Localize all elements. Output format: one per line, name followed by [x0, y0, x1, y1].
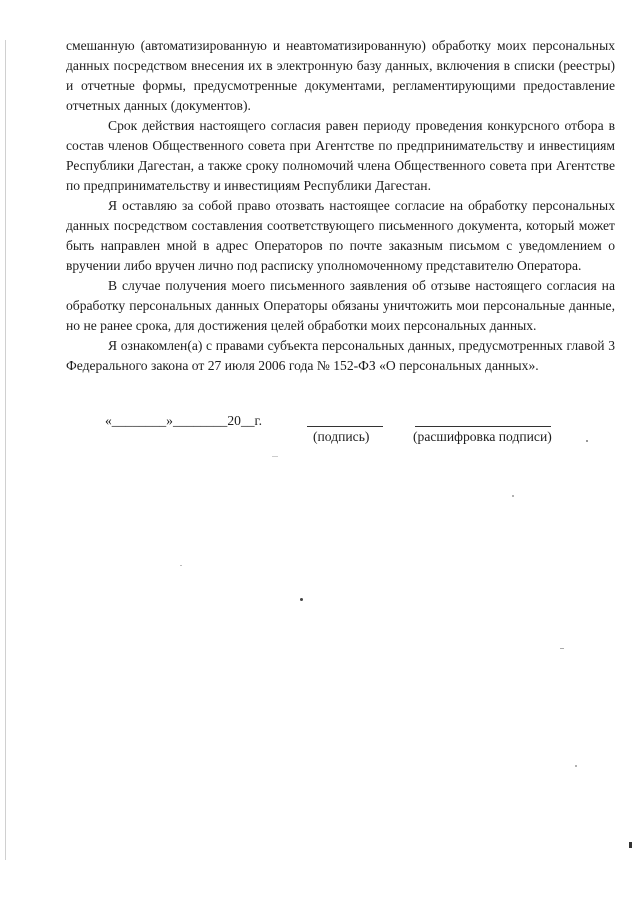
date-field: «________»________20__г.: [105, 413, 262, 428]
paragraph-revocation-right: Я оставляю за собой право отозвать настоящее согласие на обработку персональных данных посредством составления соответствующего письменного документа, который может быть направлен мной в адрес Операторов по почте заказным письмом с уведомлением о вручении либо вручен лично под расписку уполномоченному представителю Оператора.: [66, 198, 615, 273]
scan-speck: [629, 842, 632, 848]
scan-speck: [180, 565, 182, 566]
scan-speck: [272, 456, 278, 457]
scan-speck: [586, 440, 588, 442]
scan-speck: [560, 648, 564, 649]
paragraph-data-destruction: В случае получения моего письменного заявления об отзыве настоящего согласия на обработку персональных данных Операторы обязаны уничтожить мои персональные данные, но не ранее срока, для достижения целей обработки моих персональных данных.: [66, 278, 615, 333]
signature-caption: (подпись): [313, 429, 370, 444]
signature-line: [307, 426, 383, 427]
scan-edge-shadow: [5, 40, 6, 860]
scan-speck: [300, 598, 303, 601]
signature-decode-caption: (расшифровка подписи): [413, 429, 552, 444]
paragraph-acknowledgement: Я ознакомлен(а) с правами субъекта персональных данных, предусмотренных главой 3 Федерального закона от 27 июля 2006 года № 152-ФЗ «О персональных данных».: [66, 338, 615, 373]
consent-body: [66, 36, 615, 376]
scan-speck: [512, 495, 514, 497]
scan-speck: [575, 765, 577, 767]
paragraph-validity-period: Срок действия настоящего согласия равен периоду проведения конкурсного отбора в состав членов Общественного совета при Агентстве по предпринимательству и инвестициям Республики Дагестан, а также сроку полномочий члена Общественного совета при Агентстве по предпринимательству и инвестициям Республики Дагестан.: [66, 118, 615, 193]
signature-decode-line: [415, 426, 551, 427]
paragraph-processing: смешанную (автоматизированную и неавтоматизированную) обработку моих персональных данных посредством внесения их в электронную базу данных, включения в списки (реестры) и отчетные формы, предусмотренные документами, регламентирующими предоставление отчетных данных (документов).: [66, 38, 615, 113]
